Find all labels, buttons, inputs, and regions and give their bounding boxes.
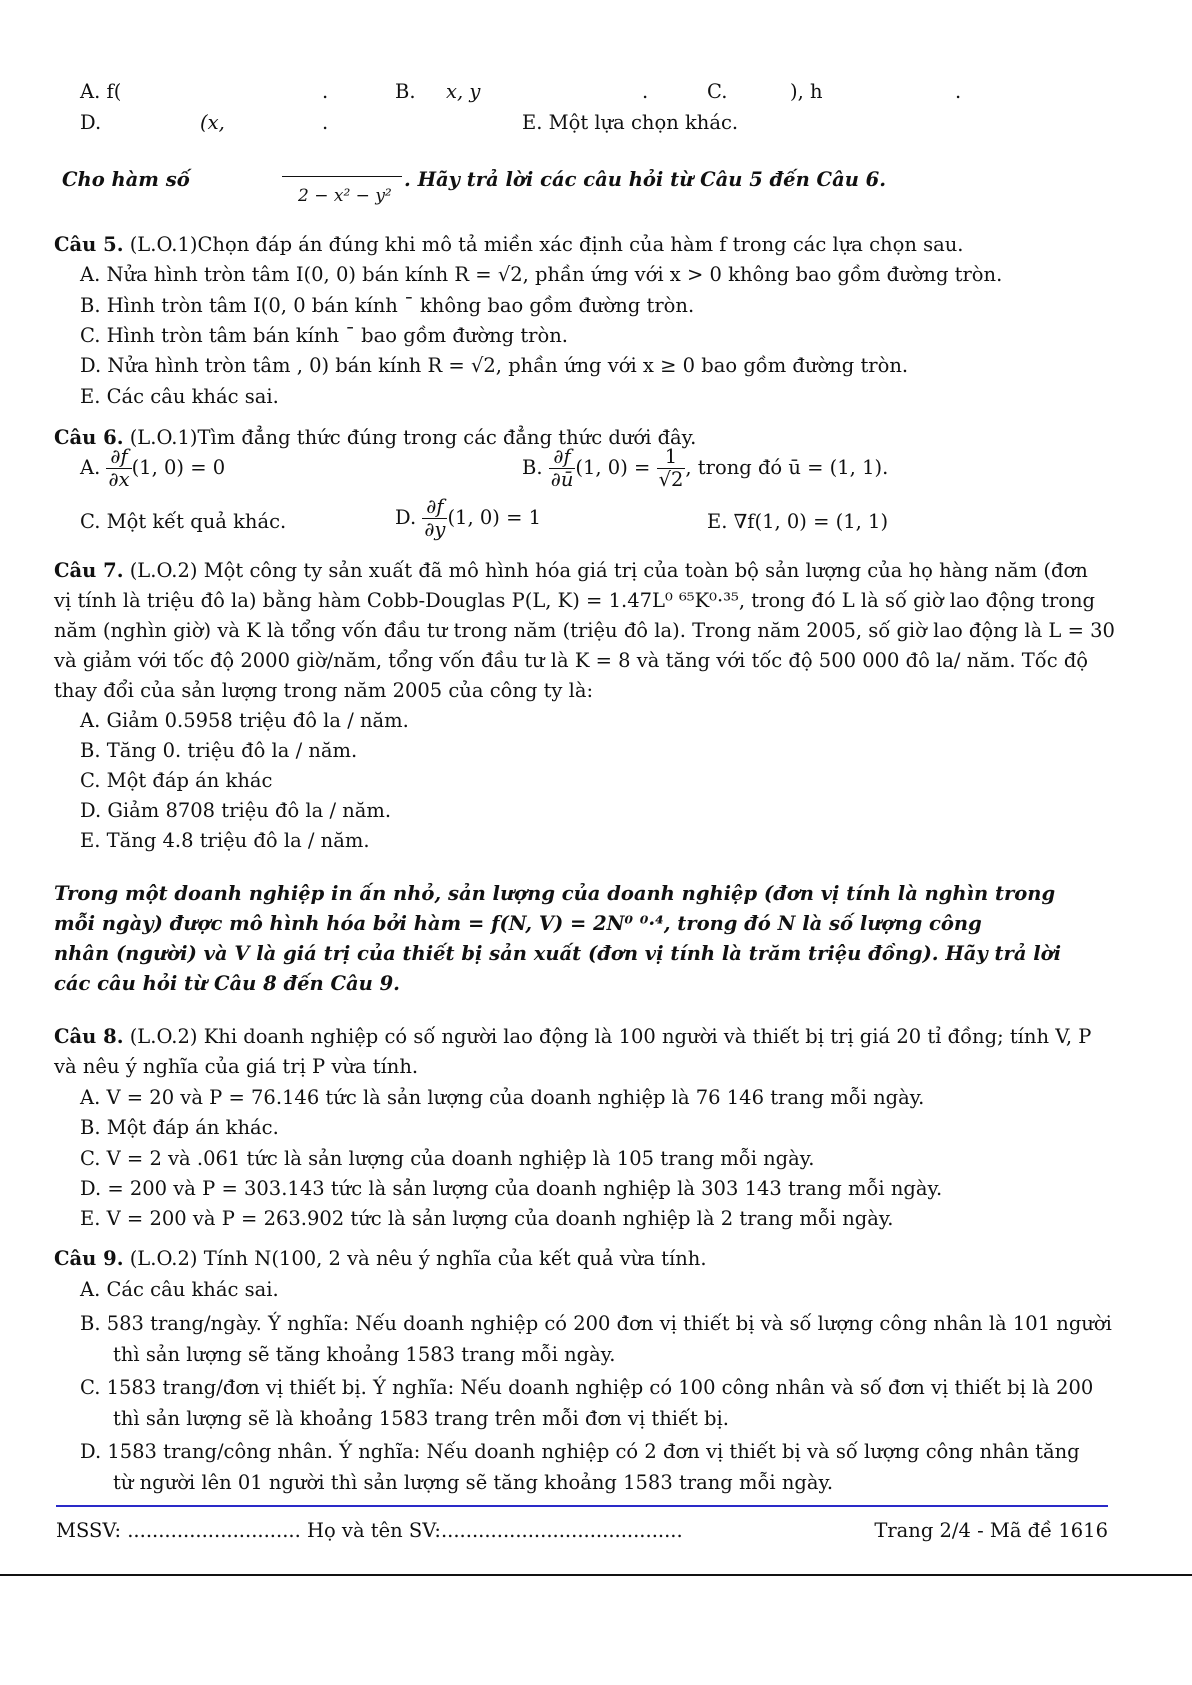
q6-option-d-tail: (1, 0) = 1 bbox=[447, 506, 542, 529]
q7-line-4: và giảm với tốc độ 2000 giờ/năm, tổng vốn đầu tư là K = 8 và tăng với tốc độ 500 000 đô la/ năm. Tốc độ bbox=[54, 649, 1089, 672]
q6-option-a-numerator: ∂f bbox=[106, 446, 131, 469]
q6-option-d-fraction bbox=[422, 496, 447, 541]
page-bottom-rule bbox=[0, 1574, 1192, 1576]
q4-option-a: A. f( bbox=[80, 80, 122, 103]
q6-option-e: E. ∇f(1, 0) = (1, 1) bbox=[707, 510, 889, 533]
q6-option-a-tail: (1, 0) = 0 bbox=[131, 456, 226, 479]
q5-label: Câu 5. bbox=[54, 233, 124, 256]
q5-option-e: E. Các câu khác sai. bbox=[80, 385, 279, 408]
q4-option-c: C. bbox=[707, 80, 728, 103]
q7-line-2: vị tính là triệu đô la) bằng hàm Cobb-Douglas P(L, K) = 1.47L⁰ ⁶⁵K⁰·³⁵, trong đó L là số giờ lao động trong bbox=[54, 589, 1095, 612]
intro56-fraction-bar bbox=[282, 176, 402, 177]
q8-line-2: và nêu ý nghĩa của giá trị P vừa tính. bbox=[54, 1055, 419, 1078]
q9-stem: (L.O.2) Tính N(100, 2 và nêu ý nghĩa của kết quả vừa tính. bbox=[129, 1247, 707, 1270]
q6-option-a bbox=[80, 446, 225, 491]
q4-option-d-tail: . bbox=[322, 111, 329, 134]
intro56-denominator: 2 − x² − y² bbox=[298, 186, 392, 206]
q8-option-e: E. V = 200 và P = 263.902 tức là sản lượng của doanh nghiệp là 2 trang mỗi ngày. bbox=[80, 1207, 894, 1230]
intro89-line-4: các câu hỏi từ Câu 8 đến Câu 9. bbox=[54, 972, 400, 995]
q7-option-c: C. Một đáp án khác bbox=[80, 769, 273, 792]
q4-option-e: E. Một lựa chọn khác. bbox=[522, 111, 739, 134]
q7-option-a: A. Giảm 0.5958 triệu đô la / năm. bbox=[80, 709, 409, 732]
q7-line-1 bbox=[54, 559, 1088, 583]
q7-stem-line-1: (L.O.2) Một công ty sản xuất đã mô hình hóa giá trị của toàn bộ sản lượng của họ hàng năm (đơn bbox=[129, 559, 1088, 582]
q6-option-b-fraction-2 bbox=[657, 446, 686, 491]
q9-option-b-line-1: B. 583 trang/ngày. Ý nghĩa: Nếu doanh nghiệp có 200 đơn vị thiết bị và số lượng công nhân là 101 người bbox=[80, 1312, 1112, 1335]
q4-option-b: B. bbox=[395, 80, 416, 103]
q5-option-a: A. Nửa hình tròn tâm I(0, 0) bán kính R = √2, phần ứng với x > 0 không bao gồm đường tròn. bbox=[80, 263, 1003, 286]
q6-option-d-numerator: ∂f bbox=[422, 496, 447, 519]
q9-option-b-line-2: thì sản lượng sẽ tăng khoảng 1583 trang mỗi ngày. bbox=[113, 1343, 616, 1366]
q9-option-c-line-1: C. 1583 trang/đơn vị thiết bị. Ý nghĩa: Nếu doanh nghiệp có 100 công nhân và số đơn vị thiết bị là 200 bbox=[80, 1376, 1094, 1399]
q5-option-c: C. Hình tròn tâm bán kính ¯ bao gồm đường tròn. bbox=[80, 324, 568, 347]
q6-option-b-prefix: B. bbox=[522, 456, 543, 479]
q8-option-c: C. V = 2 và .061 tức là sản lượng của doanh nghiệp là 105 trang mỗi ngày. bbox=[80, 1147, 815, 1170]
q9-option-d-line-1: D. 1583 trang/công nhân. Ý nghĩa: Nếu doanh nghiệp có 2 đơn vị thiết bị và số lượng công nhân tăng bbox=[80, 1440, 1080, 1463]
q7-line-3: năm (nghìn giờ) và K là tổng vốn đầu tư trong năm (triệu đô la). Trong năm 2005, số giờ lao động là L = 30 bbox=[54, 619, 1115, 642]
q6-label: Câu 6. bbox=[54, 426, 124, 449]
page-footer bbox=[56, 1519, 1108, 1545]
q4-option-b-tail: . bbox=[642, 80, 649, 103]
q6-option-b-denominator-2: √2 bbox=[658, 468, 684, 491]
intro56-lead: Cho hàm số bbox=[62, 168, 190, 191]
q8-line-1 bbox=[54, 1025, 1091, 1049]
q8-label: Câu 8. bbox=[54, 1025, 124, 1048]
q9-stem-line bbox=[54, 1247, 707, 1271]
intro56-trail: . Hãy trả lời các câu hỏi từ Câu 5 đến Câu 6. bbox=[404, 168, 887, 191]
q4-option-d-text: (x, bbox=[200, 111, 225, 134]
q5-option-d: D. Nửa hình tròn tâm , 0) bán kính R = √2, phần ứng với x ≥ 0 bao gồm đường tròn. bbox=[80, 354, 909, 377]
q5-option-b: B. Hình tròn tâm I(0, 0 bán kính ¯ không bao gồm đường tròn. bbox=[80, 294, 695, 317]
q4-option-c-tail: . bbox=[955, 80, 962, 103]
q9-option-d-line-2: từ người lên 01 người thì sản lượng sẽ tăng khoảng 1583 trang mỗi ngày. bbox=[113, 1471, 834, 1494]
q6-option-b-numerator: ∂f bbox=[549, 446, 576, 469]
q6-option-b-mid: (1, 0) = bbox=[575, 456, 651, 479]
q6-option-c: C. Một kết quả khác. bbox=[80, 510, 287, 533]
q7-label: Câu 7. bbox=[54, 559, 124, 582]
intro89-line-2: mỗi ngày) được mô hình hóa bởi hàm = f(N, V) = 2N⁰ ⁰·⁴, trong đó N là số lượng công bbox=[54, 912, 982, 935]
q8-option-b: B. Một đáp án khác. bbox=[80, 1116, 279, 1139]
intro89-line-3: nhân (người) và V là giá trị của thiết bị sản xuất (đơn vị tính là trăm triệu đồng). Hãy trả lời bbox=[54, 942, 1062, 965]
q4-option-b-text: x, y bbox=[446, 80, 481, 103]
q6-option-d-prefix: D. bbox=[395, 506, 417, 529]
footer-student-fields: MSSV: ............................ Họ và tên SV:....................................... bbox=[56, 1519, 683, 1542]
q7-line-5: thay đổi của sản lượng trong năm 2005 của công ty là: bbox=[54, 679, 594, 702]
q6-option-b-numerator-2: 1 bbox=[657, 446, 686, 469]
q4-option-c-text: ), h bbox=[790, 80, 823, 103]
q9-label: Câu 9. bbox=[54, 1247, 124, 1270]
q8-option-a: A. V = 20 và P = 76.146 tức là sản lượng của doanh nghiệp là 76 146 trang mỗi ngày. bbox=[80, 1086, 925, 1109]
q5-stem-line bbox=[54, 233, 963, 257]
q6-option-d-denominator: ∂y bbox=[424, 518, 446, 541]
q6-option-a-fraction bbox=[106, 446, 131, 491]
intro89-line-1: Trong một doanh nghiệp in ấn nhỏ, sản lượng của doanh nghiệp (đơn vị tính là nghìn trong bbox=[54, 882, 1056, 905]
q9-option-a: A. Các câu khác sai. bbox=[80, 1278, 279, 1301]
q6-option-a-prefix: A. bbox=[80, 456, 101, 479]
q7-option-b: B. Tăng 0. triệu đô la / năm. bbox=[80, 739, 358, 762]
q6-option-b bbox=[522, 446, 888, 491]
q6-option-b-denominator: ∂ū bbox=[550, 468, 574, 491]
q6-option-d bbox=[395, 496, 541, 541]
footer-separator bbox=[56, 1505, 1108, 1507]
q4-option-a-tail: . bbox=[322, 80, 329, 103]
q4-option-d: D. bbox=[80, 111, 102, 134]
footer-page-info: Trang 2/4 - Mã đề 1616 bbox=[874, 1519, 1108, 1542]
q6-stem: (L.O.1)Tìm đẳng thức đúng trong các đẳng thức dưới đây. bbox=[129, 426, 697, 449]
q8-stem-line-1: (L.O.2) Khi doanh nghiệp có số người lao động là 100 người và thiết bị trị giá 20 tỉ đồng; tính V, P bbox=[129, 1025, 1092, 1048]
q8-option-d: D. = 200 và P = 303.143 tức là sản lượng của doanh nghiệp là 303 143 trang mỗi ngày. bbox=[80, 1177, 943, 1200]
q6-option-b-tail: , trong đó ū = (1, 1). bbox=[685, 456, 889, 479]
q7-option-e: E. Tăng 4.8 triệu đô la / năm. bbox=[80, 829, 370, 852]
q5-stem: (L.O.1)Chọn đáp án đúng khi mô tả miền xác định của hàm f trong các lựa chọn sau. bbox=[129, 233, 964, 256]
q7-option-d: D. Giảm 8708 triệu đô la / năm. bbox=[80, 799, 392, 822]
q6-option-b-fraction bbox=[549, 446, 576, 491]
q6-option-a-denominator: ∂x bbox=[108, 468, 130, 491]
q9-option-c-line-2: thì sản lượng sẽ là khoảng 1583 trang trên mỗi đơn vị thiết bị. bbox=[113, 1407, 729, 1430]
